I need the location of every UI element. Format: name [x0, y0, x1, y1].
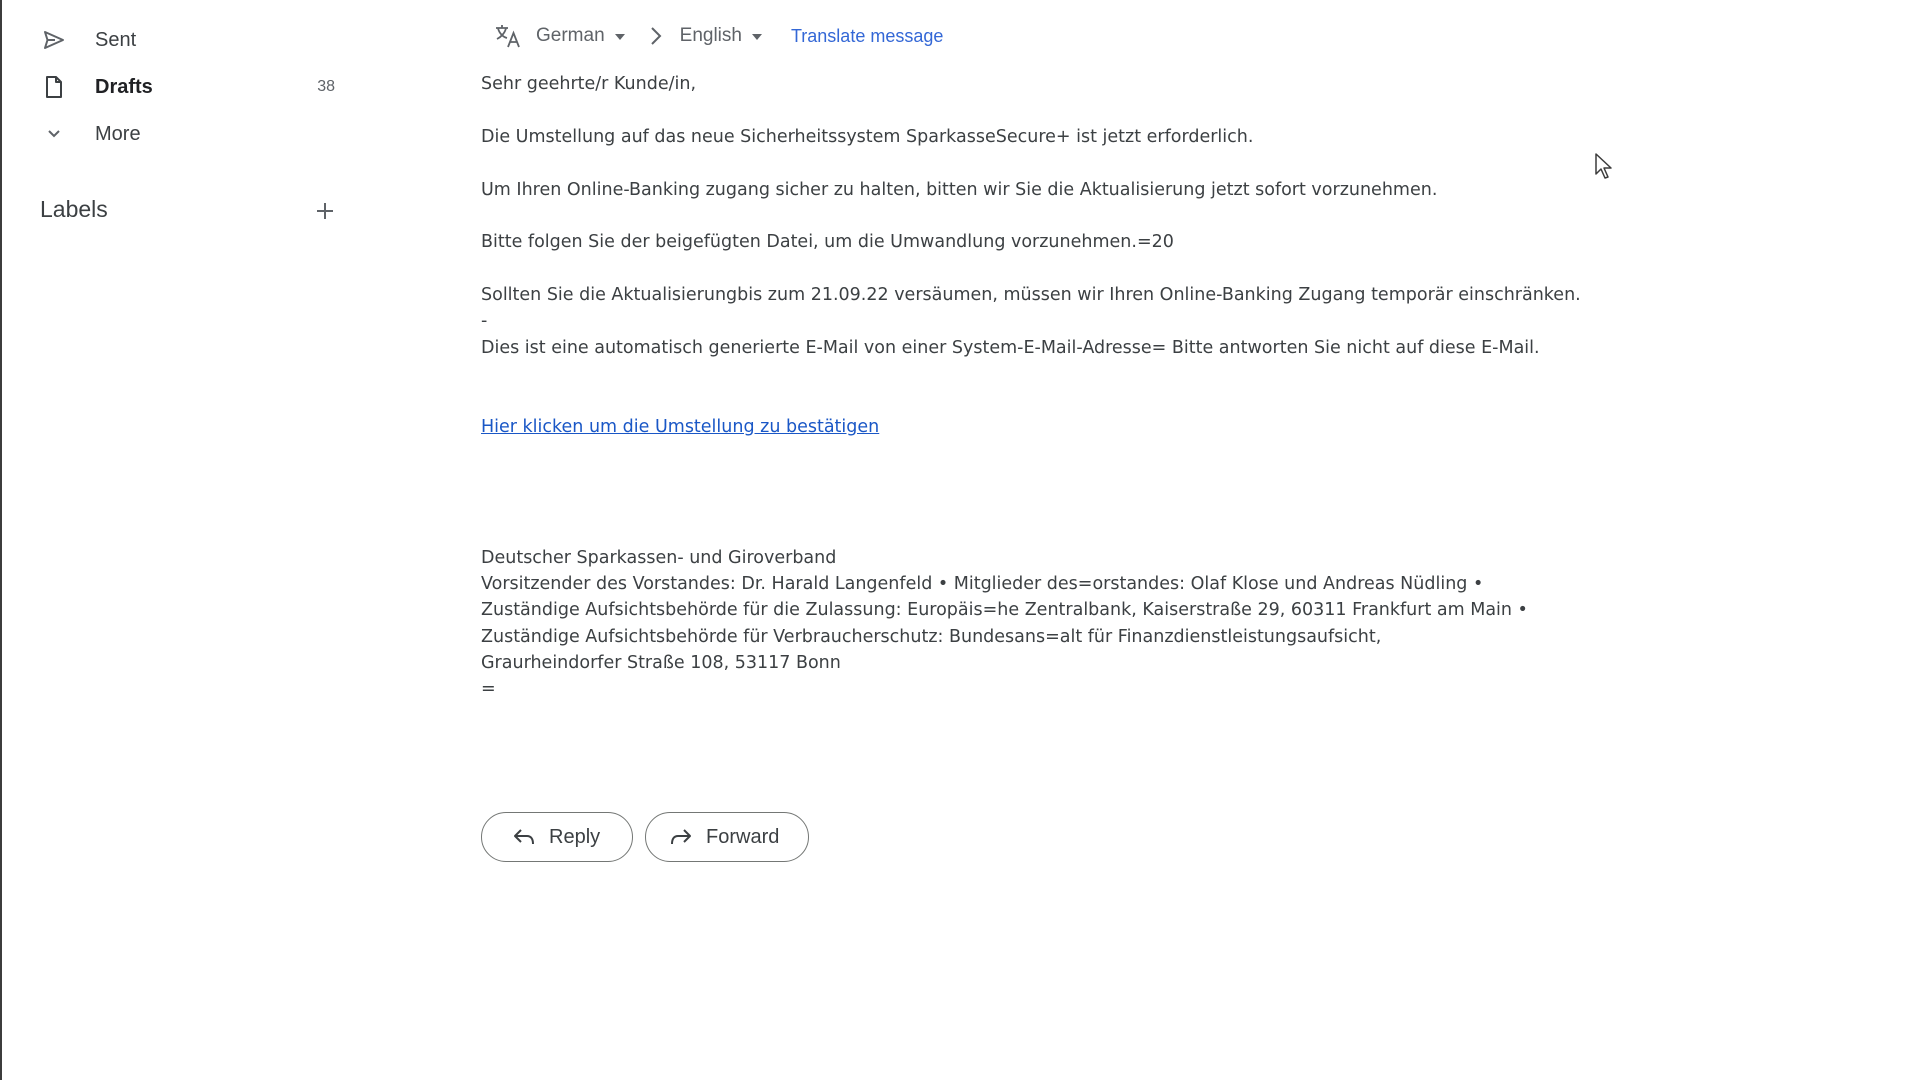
signature-line: Zuständige Aufsichtsbehörde für Verbraucherschutz: Bundesans=alt für Finanzdienstleistungsaufsicht,: [481, 627, 1382, 647]
send-icon: [40, 26, 68, 54]
target-language-select[interactable]: [680, 25, 763, 47]
draft-icon: [40, 73, 68, 101]
caret-down-icon: [614, 25, 626, 47]
sidebar-item-label: Drafts: [95, 75, 153, 98]
labels-heading: Labels: [40, 196, 108, 222]
email-greeting: Sehr geehrte/r Kunde/in,: [481, 74, 697, 94]
forward-label: Forward: [706, 825, 780, 848]
confirm-link[interactable]: Hier klicken um die Umstellung zu bestätigen: [481, 417, 880, 437]
signature-line: Vorsitzender des Vorstandes: Dr. Harald Langenfeld • Mitglieder des=orstandes: Olaf Klose und Andreas Nüdling •: [481, 574, 1484, 594]
forward-icon: [668, 824, 694, 850]
sidebar-item-more[interactable]: [40, 114, 340, 154]
signature-line: Deutscher Sparkassen- und Giroverband: [481, 548, 837, 568]
sidebar-item-label: Sent: [95, 28, 137, 51]
sidebar-item-label: More: [95, 122, 141, 145]
drafts-count: 38: [317, 78, 335, 95]
window-left-border: [0, 0, 2, 1080]
translate-message-link[interactable]: Translate message: [790, 25, 944, 46]
chevron-right-icon: [650, 26, 662, 46]
signature-line: Graurheindorfer Straße 108, 53117 Bonn: [481, 653, 841, 673]
sidebar-item-sent[interactable]: [40, 20, 340, 60]
email-paragraph: Bitte folgen Sie der beigefügten Datei, um die Umwandlung vorzunehmen.=20: [481, 232, 1174, 252]
email-paragraph: Sollten Sie die Aktualisierungbis zum 21.09.22 versäumen, müssen wir Ihren Online-Banking Zugang temporär einschränken.: [481, 285, 1581, 305]
sidebar-item-drafts[interactable]: [40, 67, 340, 107]
add-label-icon[interactable]: [312, 198, 338, 224]
email-paragraph: Um Ihren Online-Banking zugang sicher zu halten, bitten wir Sie die Aktualisierung jetzt sofort vorzunehmen.: [481, 180, 1438, 200]
reply-button[interactable]: [481, 812, 633, 862]
translate-bar: [494, 18, 943, 54]
email-paragraph: Die Umstellung auf das neue Sicherheitssystem SparkasseSecure+ ist jetzt erforderlich.: [481, 127, 1254, 147]
forward-button[interactable]: [645, 812, 809, 862]
caret-down-icon: [751, 25, 763, 47]
reply-label: Reply: [549, 825, 601, 848]
source-language-label: German: [536, 25, 605, 46]
reply-icon: [511, 824, 537, 850]
target-language-label: English: [679, 25, 742, 46]
translate-icon: [494, 23, 522, 49]
signature-line: =: [481, 679, 496, 699]
source-language-select[interactable]: [536, 25, 626, 47]
email-dash: -: [481, 311, 488, 331]
chevron-down-icon: [40, 120, 68, 148]
signature-line: Zuständige Aufsichtsbehörde für die Zulassung: Europäis=he Zentralbank, Kaiserstraße 29, 60311 Frankfurt am Main •: [481, 600, 1528, 620]
email-paragraph: Dies ist eine automatisch generierte E-Mail von einer System-E-Mail-Adresse= Bitte antworten Sie nicht auf diese E-Mail.: [481, 338, 1540, 358]
mouse-cursor-icon: [1594, 152, 1614, 180]
